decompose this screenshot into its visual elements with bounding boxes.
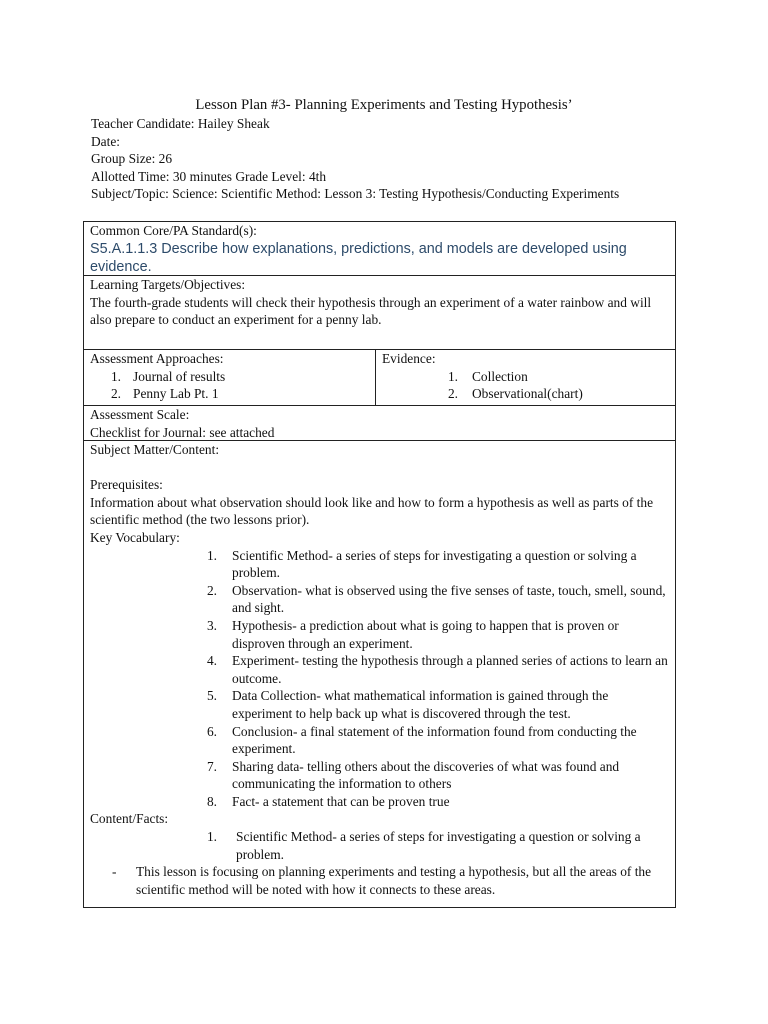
vocab-text: Experiment- testing the hypothesis through a planned series of actions to learn an outcome. — [232, 653, 668, 686]
vocab-number: 1. — [206, 547, 217, 563]
list-number: 1. — [447, 368, 458, 384]
targets-label: Learning Targets/Objectives: — [90, 277, 246, 292]
allotted-time: Allotted Time: 30 minutes Grade Level: 4th — [91, 168, 327, 184]
vocab-item — [90, 652, 669, 687]
facts-label: Content/Facts: — [90, 811, 169, 827]
targets-text: The fourth-grade students will check their hypothesis through an experiment of a water rainbow and will also prepare to conduct an experiment for a penny lab. — [90, 294, 652, 328]
content-label: Subject Matter/Content: — [90, 442, 220, 457]
scale-text: Checklist for Journal: see attached — [90, 424, 275, 440]
list-item — [90, 368, 369, 386]
list-text: Observational(chart) — [472, 386, 583, 402]
assessment-row — [84, 350, 675, 406]
list-number: 1. — [110, 368, 121, 384]
vocab-text: Scientific Method- a series of steps for investigating a question or solving a problem. — [232, 547, 637, 581]
vocab-text: Fact- a statement that can be proven true — [232, 793, 450, 809]
note-dash: - — [112, 864, 117, 880]
list-number: 2. — [447, 386, 458, 402]
vocab-item — [90, 547, 669, 582]
date-line: Date: — [91, 133, 120, 149]
scale-label: Assessment Scale: — [90, 407, 190, 422]
fact-text: Scientific Method- a series of steps for investigating a question or solving a problem. — [236, 829, 641, 862]
vocab-number: 8. — [206, 793, 217, 809]
teacher-candidate: Teacher Candidate: Hailey Sheak — [91, 116, 270, 131]
vocab-item — [90, 617, 669, 652]
assessment-label: Assessment Approaches: — [90, 351, 224, 366]
fact-item — [90, 828, 669, 863]
standard-text: S5.A.1.1.3 Describe how explanations, predictions, and models are developed using evidence. — [90, 240, 627, 275]
group-size: Group Size: 26 — [91, 151, 173, 167]
targets-row — [84, 276, 675, 350]
lesson-header — [91, 115, 681, 203]
standard-label: Common Core/PA Standard(s): — [90, 223, 257, 238]
vocab-label: Key Vocabulary: — [90, 529, 180, 545]
vocab-item — [90, 582, 669, 617]
evidence-label: Evidence: — [382, 351, 436, 366]
evidence-cell — [376, 350, 675, 405]
list-text: Journal of results — [133, 368, 226, 384]
vocab-item — [90, 723, 669, 758]
vocab-item — [90, 758, 669, 793]
vocab-number: 7. — [206, 758, 217, 774]
vocab-item — [90, 793, 669, 811]
vocab-text: Hypothesis- a prediction about what is going to happen that is proven or disproven through an experiment. — [232, 617, 619, 651]
vocab-text: Sharing data- telling others about the discoveries of what was found and communicating the information to others — [232, 758, 620, 792]
assessment-approaches-cell — [84, 350, 376, 405]
list-text: Collection — [472, 368, 528, 384]
lesson-table — [83, 221, 676, 908]
subject-matter-row — [84, 441, 675, 907]
note-text: This lesson is focusing on planning experiments and testing a hypothesis, but all the areas of the scientific method will be noted with how it connects to these areas. — [136, 864, 652, 897]
vocab-text: Observation- what is observed using the five senses of taste, touch, smell, sound, and sight. — [232, 582, 666, 616]
list-item — [382, 368, 669, 386]
list-item — [382, 385, 669, 403]
subject-topic: Subject/Topic: Science: Scientific Method: Lesson 3: Testing Hypothesis/Conducting Experiments — [91, 186, 620, 202]
prerequisites-text: Information about what observation should look like and how to form a hypothesis as well as parts of the scientific method (the two lessons prior). — [90, 494, 654, 528]
vocab-text: Conclusion- a final statement of the information found from conducting the experiment. — [232, 723, 637, 757]
fact-number: 1. — [206, 829, 217, 845]
vocab-number: 6. — [206, 723, 217, 739]
note-item — [90, 863, 669, 898]
vocab-number: 4. — [206, 653, 217, 669]
standard-row — [84, 222, 675, 276]
assessment-scale-row — [84, 406, 675, 441]
vocab-number: 5. — [206, 688, 217, 704]
list-number: 2. — [110, 386, 121, 402]
vocab-number: 2. — [206, 582, 217, 598]
vocab-item — [90, 687, 669, 722]
prerequisites-label: Prerequisites: — [90, 477, 163, 493]
list-text: Penny Lab Pt. 1 — [133, 386, 219, 402]
vocab-text: Data Collection- what mathematical information is gained through the experiment to help back up what is discovered through the test. — [232, 688, 609, 721]
list-item — [90, 385, 369, 403]
vocab-number: 3. — [206, 617, 217, 633]
document-title: Lesson Plan #3- Planning Experiments and Testing Hypothesis’ — [195, 97, 573, 113]
